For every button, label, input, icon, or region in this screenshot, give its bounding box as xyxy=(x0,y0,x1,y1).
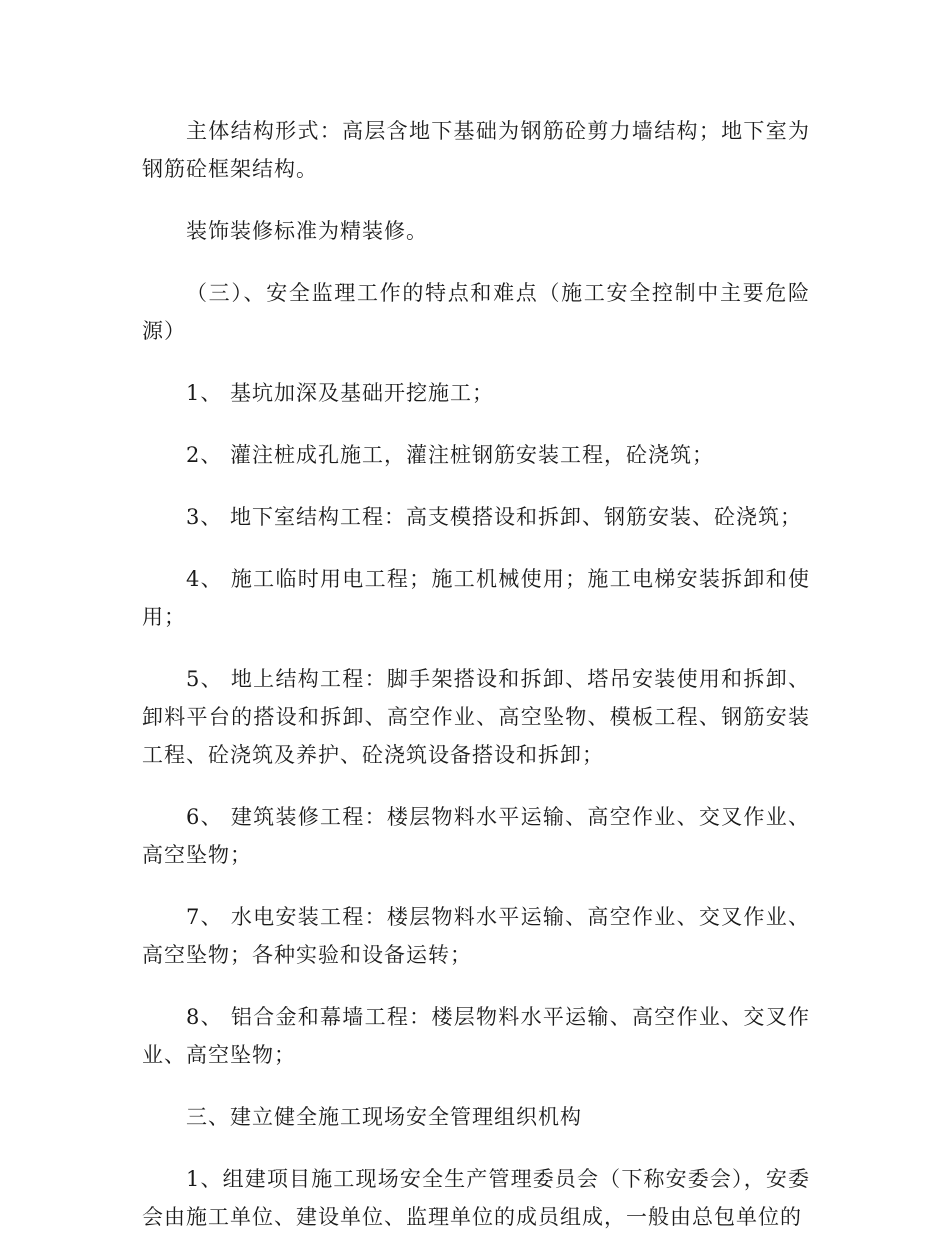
list-item-8: 8、 铝合金和幕墙工程：楼层物料水平运输、高空作业、交叉作业、高空坠物； xyxy=(142,1005,810,1067)
list-item-1: 1、 基坑加深及基础开挖施工； xyxy=(186,381,495,405)
paragraph-section-heading-3: （三）、安全监理工作的特点和难点（施工安全控制中主要危险源） xyxy=(142,281,810,343)
list-item-5: 5、 地上结构工程：脚手架搭设和拆卸、塔吊安装使用和拆卸、卸料平台的搭设和拆卸、高空作业、高空坠物、模板工程、钢筋安装工程、砼浇筑及养护、砼浇筑设备搭设和拆卸； xyxy=(142,667,810,767)
list-item-6: 6、 建筑装修工程：楼层物料水平运输、高空作业、交叉作业、高空坠物； xyxy=(142,805,810,867)
section-heading-safety-organization: 三、建立健全施工现场安全管理组织机构 xyxy=(186,1105,582,1129)
paragraph-safety-committee: 1、组建项目施工现场安全生产管理委员会（下称安委会），安委会由施工单位、建设单位、监理单位的成员组成，一般由总包单位的 xyxy=(142,1167,810,1229)
paragraph-decoration-standard: 装饰装修标准为精装修。 xyxy=(186,219,428,243)
list-item-2: 2、 灌注桩成孔施工，灌注桩钢筋安装工程，砼浇筑； xyxy=(186,443,715,467)
list-item-3: 3、 地下室结构工程：高支模搭设和拆卸、钢筋安装、砼浇筑； xyxy=(186,505,803,529)
list-item-7: 7、 水电安装工程：楼层物料水平运输、高空作业、交叉作业、高空坠物；各种实验和设备运转； xyxy=(142,905,810,967)
list-item-4: 4、 施工临时用电工程；施工机械使用；施工电梯安装拆卸和使用； xyxy=(142,567,810,629)
paragraph-structure-form: 主体结构形式：高层含地下基础为钢筋砼剪力墙结构；地下室为钢筋砼框架结构。 xyxy=(142,119,810,181)
document-body xyxy=(142,112,810,1260)
